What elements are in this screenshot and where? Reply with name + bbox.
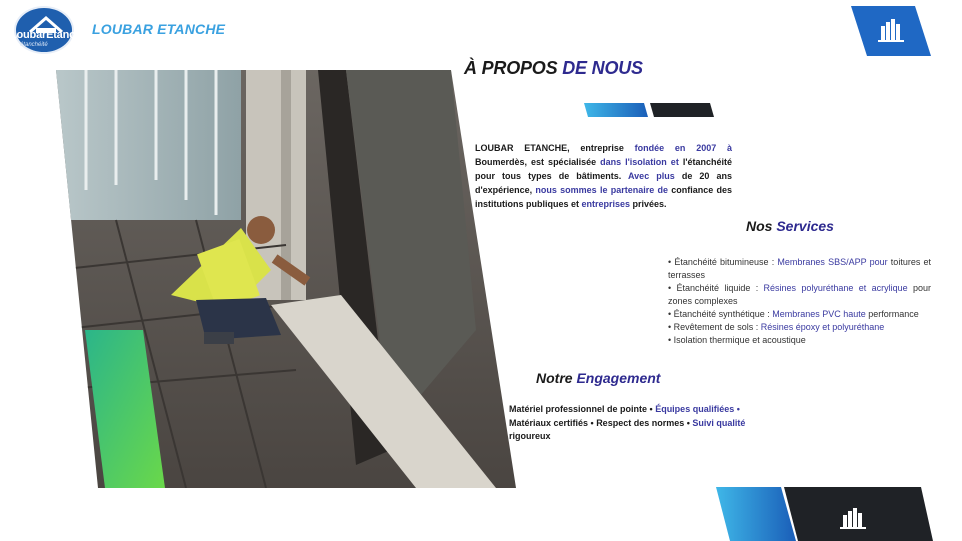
service-item: [668, 321, 931, 334]
engagement-text: Matériel professionnel de pointe •: [509, 404, 656, 414]
intro-highlight: Avec plus: [628, 171, 675, 181]
service-value: Membranes PVC haute: [772, 309, 866, 319]
service-key: • Étanchéité liquide :: [668, 283, 764, 293]
engagement-heading-part1: Notre: [536, 370, 577, 386]
engagement-text: rigoureux: [509, 431, 551, 441]
service-key: • Isolation thermique et acoustique: [668, 335, 806, 345]
intro-text: confiance des institutions publiques et: [475, 185, 732, 209]
services-list: [668, 256, 931, 347]
title-underline-stripes: [584, 103, 714, 117]
title-part2: DE: [562, 58, 592, 78]
services-heading-part2: Services: [776, 218, 834, 234]
service-item: [668, 256, 931, 282]
company-logo: [10, 6, 88, 54]
service-key: • Étanchéité bitumineuse :: [668, 257, 778, 267]
green-accent-shape: [85, 330, 165, 488]
intro-highlight: entreprises: [581, 199, 631, 209]
logo-text: LoubarEtanche: [10, 29, 88, 41]
intro-highlight: nous sommes le partenaire de: [535, 185, 668, 195]
service-item: [668, 282, 931, 308]
engagement-heading: [536, 370, 660, 386]
engagement-highlight: Équipes qualifiées •: [655, 404, 740, 414]
corner-badge-bottom: [716, 487, 933, 541]
service-item: [668, 308, 931, 321]
logo-subtext: étanchéité: [20, 42, 48, 48]
intro-text: de 20 ans d'expérience,: [475, 171, 732, 195]
service-value: Résines polyuréthane et acrylique: [763, 283, 908, 293]
service-key: • Étanchéité synthétique :: [668, 309, 773, 319]
engagement-heading-part2: Engagement: [576, 370, 661, 386]
service-key: • Revêtement de sols :: [668, 322, 761, 332]
intro-text: l'étanchéité pour tous types de bâtiments.: [475, 157, 733, 181]
brand-name: LOUBAR ETANCHE: [92, 21, 226, 37]
service-value: Membranes SBS/APP pour: [777, 257, 888, 267]
services-heading: [746, 218, 834, 234]
page-title: [464, 58, 643, 79]
engagement-text: Matériaux certifiés • Respect des normes •: [509, 417, 693, 428]
engagement-highlight: Suivi qualité: [692, 417, 746, 428]
engagement-paragraph: [509, 403, 777, 444]
intro-highlight: fondée en 2007 à: [634, 143, 732, 153]
intro-highlight: dans l'isolation et: [600, 157, 679, 167]
title-part1: À PROPOS: [464, 58, 563, 78]
intro-paragraph: [475, 141, 732, 211]
service-rest: toitures et terrasses: [668, 257, 932, 280]
title-part3: NOUS: [591, 58, 643, 78]
service-item: [668, 334, 931, 347]
corner-badge-top: [851, 6, 931, 56]
intro-text: LOUBAR ETANCHE, entreprise: [475, 143, 635, 153]
intro-text: privées.: [630, 199, 667, 209]
service-value: Résines époxy et polyuréthane: [760, 322, 885, 332]
intro-text: Boumerdès, est spécialisée: [475, 157, 601, 167]
service-rest: pour zones complexes: [668, 283, 931, 306]
service-rest: performance: [865, 309, 919, 319]
services-heading-part1: Nos: [746, 218, 777, 234]
